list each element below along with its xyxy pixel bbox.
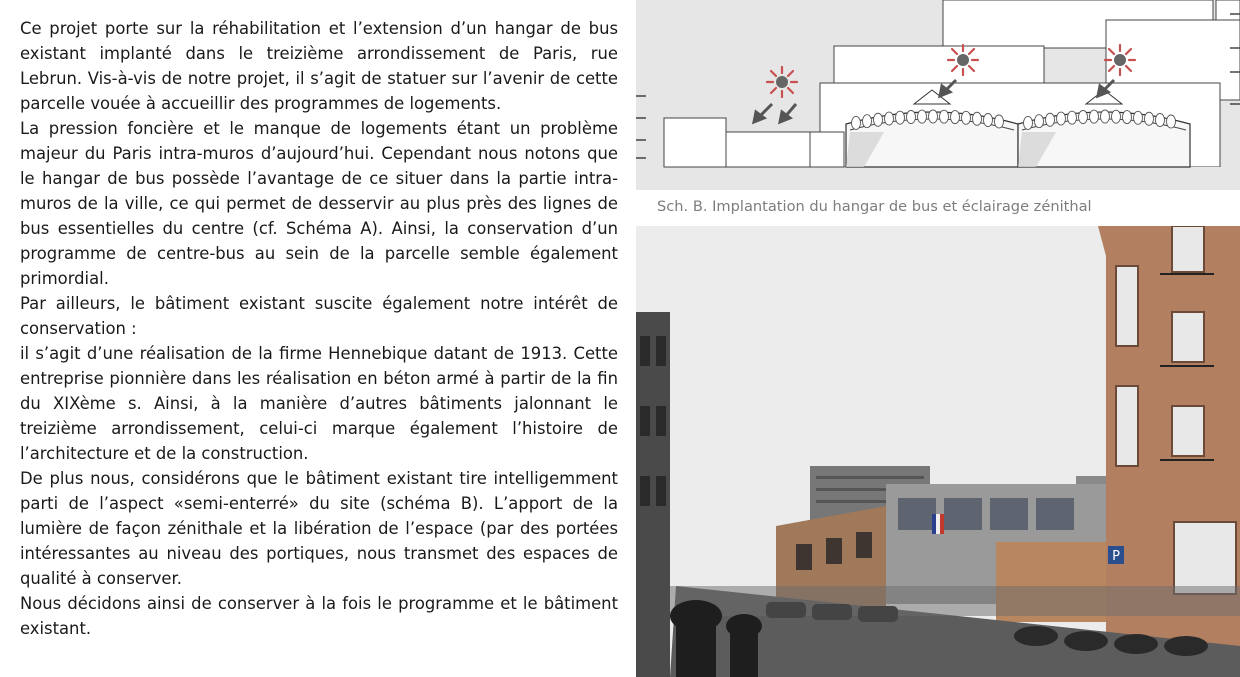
body-text xyxy=(20,16,618,641)
vault-window xyxy=(929,110,938,123)
vault-window xyxy=(940,110,949,123)
vault-window xyxy=(1046,113,1055,126)
vault-window xyxy=(918,110,927,123)
vault-window xyxy=(863,115,872,128)
vault-window xyxy=(1145,112,1154,125)
diagram-caption: Sch. B. Implantation du hangar de bus et éclairage zénithal xyxy=(657,198,1092,215)
vault-window xyxy=(852,116,861,129)
vault-window xyxy=(1112,110,1121,123)
vault-window xyxy=(1035,115,1044,128)
paragraph: Ce projet porte sur la réhabilitation et l’extension d’un hangar de bus existant implanté dans le treizième arrondissement de Paris, rue Lebrun. Vis-à-vis de notre projet, il s’agit de statuer sur l’avenir de cette parcelle vouée à accueillir des programmes de logements. xyxy=(20,19,618,113)
vault-window xyxy=(1068,111,1077,124)
vault-window xyxy=(951,111,960,124)
vault-window xyxy=(1134,111,1143,124)
sun-icon xyxy=(948,45,978,75)
paragraph: La pression foncière et le manque de logements étant un problème majeur du Paris intra-muros d’aujourd’hui. Cependant nous notons que le hangar de bus possède l’avantage de ce situer dans la partie intra-muros de la ville, ce qui permet de desservir au plus près des lignes de bus essentielles du centre (cf. Schéma A). Ainsi, la conservation d’un programme de centre-bus au sein de la parcelle semble également primordial. xyxy=(20,119,618,288)
parking-sign xyxy=(1108,546,1124,564)
vault-window xyxy=(1079,110,1088,123)
paragraph: De plus nous, considérons que le bâtiment existant tire intelligemment parti de l’aspect «semi-enterré» du site (schéma B). L’apport de la lumière de façon zénithale et la libération de l’espace (par des portées intéressantes au niveau des portiques, nous transmet des espaces de qualité à conserver. xyxy=(20,469,618,588)
sun-icon xyxy=(1105,45,1135,75)
sun-icon xyxy=(767,67,797,97)
paragraph: il s’agit d’une réalisation de la firme Hennebique datant de 1913. Cette entreprise pionnière dans les réalisation en béton armé à partir de la fin du XIXème s. Ainsi, à la manière d’autres bâtiments jalonnant le treizième arrondissement, celui-ci marque également l’histoire de l’architecture et de la construction. xyxy=(20,344,618,463)
vault-window xyxy=(1057,112,1066,125)
vault-window xyxy=(907,110,916,123)
vault-window xyxy=(885,112,894,125)
vault-window xyxy=(1024,116,1033,129)
vault-window xyxy=(874,113,883,126)
svg-text:P: P xyxy=(1112,549,1120,564)
vault-window xyxy=(973,112,982,125)
paragraph: Par ailleurs, le bâtiment existant suscite également notre intérêt de conservation : xyxy=(20,294,618,338)
paragraph: Nous décidons ainsi de conserver à la fois le programme et le bâtiment existant. xyxy=(20,594,618,638)
vault-window xyxy=(1156,113,1165,126)
vault-window xyxy=(896,111,905,124)
vault-window xyxy=(1167,115,1176,128)
vault-window xyxy=(984,113,993,126)
site-photo xyxy=(636,226,1240,677)
vault-window xyxy=(995,115,1004,128)
vault-window xyxy=(962,111,971,124)
vault-window xyxy=(1090,110,1099,123)
vault-window xyxy=(1123,111,1132,124)
section-diagram xyxy=(636,0,1240,190)
vault-window xyxy=(1101,110,1110,123)
